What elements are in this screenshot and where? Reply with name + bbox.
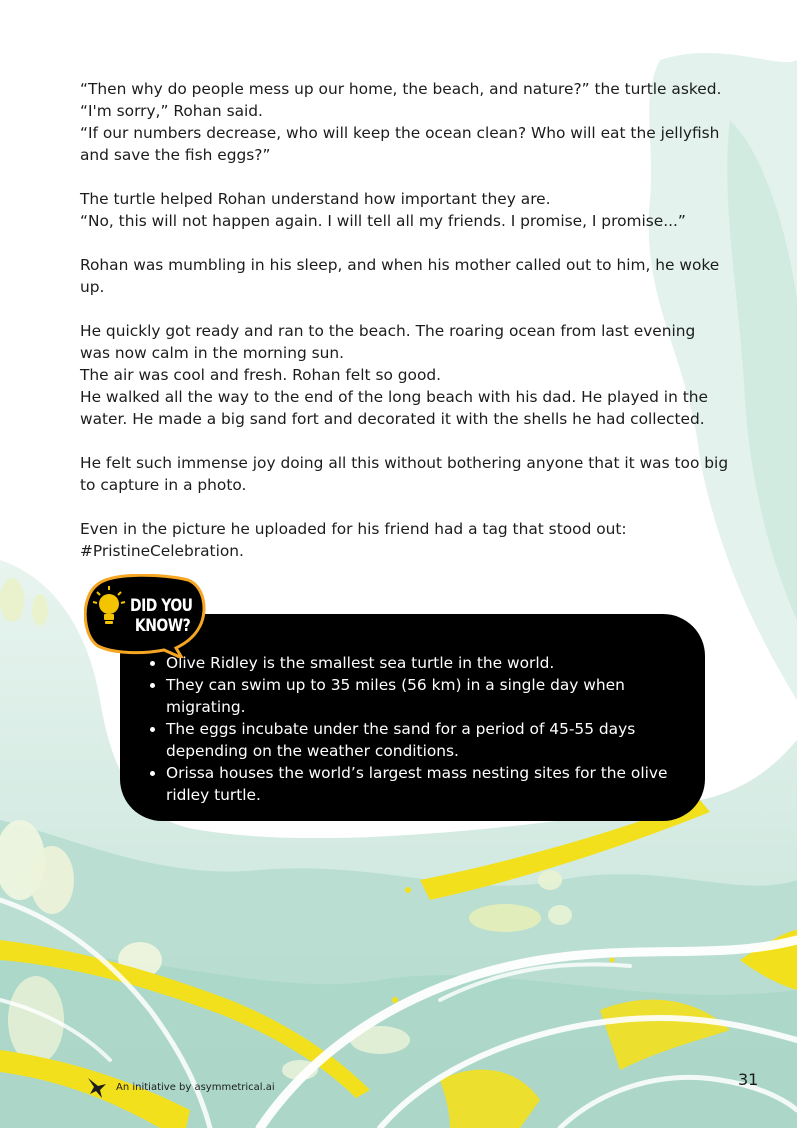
story-line: The turtle helped Rohan understand how important they are. bbox=[80, 190, 551, 208]
story-line: The air was cool and fresh. Rohan felt so good. bbox=[80, 366, 442, 384]
story-line: “No, this will not happen again. I will tell all my friends. I promise, I promise...” bbox=[80, 212, 686, 230]
story-line: “If our numbers decrease, who will keep the ocean clean? Who will eat the jellyfish and save the fish eggs?” bbox=[80, 124, 720, 164]
story-line: “I'm sorry,” Rohan said. bbox=[80, 102, 263, 120]
page-number: 31 bbox=[738, 1070, 759, 1089]
fact-item: • Orissa houses the world’s largest mass nesting sites for the olive ridley turtle. bbox=[166, 762, 686, 806]
bird-logo-icon bbox=[86, 1076, 108, 1100]
story-paragraph bbox=[80, 518, 730, 562]
did-you-know-line2: KNOW? bbox=[134, 616, 191, 636]
fact-item: • They can swim up to 35 miles (56 km) in a single day when migrating. bbox=[166, 674, 686, 718]
story-paragraph bbox=[80, 188, 730, 232]
story-line: He quickly got ready and ran to the beach. The roaring ocean from last evening was now calm in the morning sun. bbox=[80, 322, 696, 362]
story-paragraph bbox=[80, 452, 730, 496]
story-text bbox=[80, 78, 730, 584]
story-paragraph bbox=[80, 78, 730, 166]
did-you-know-title bbox=[130, 596, 193, 636]
fact-item: • The eggs incubate under the sand for a period of 45-55 days depending on the weather conditions. bbox=[166, 718, 686, 762]
facts-list bbox=[126, 652, 686, 806]
story-line: “Then why do people mess up our home, the beach, and nature?” the turtle asked. bbox=[80, 80, 722, 98]
did-you-know-line1: DID YOU bbox=[130, 596, 193, 616]
story-line: Even in the picture he uploaded for his friend had a tag that stood out: #PristineCelebration. bbox=[80, 520, 627, 560]
story-paragraph bbox=[80, 254, 730, 298]
fact-item: • Olive Ridley is the smallest sea turtle in the world. bbox=[166, 652, 686, 674]
story-paragraph bbox=[80, 320, 730, 430]
story-line: Rohan was mumbling in his sleep, and when his mother called out to him, he woke up. bbox=[80, 256, 720, 296]
story-line: He felt such immense joy doing all this without bothering anyone that it was too big to capture in a photo. bbox=[80, 454, 729, 494]
footer-credit: An initiative by asymmetrical.ai bbox=[116, 1082, 275, 1093]
story-line: He walked all the way to the end of the long beach with his dad. He played in the water. He made a big sand fort and decorated it with the shells he had collected. bbox=[80, 388, 708, 428]
